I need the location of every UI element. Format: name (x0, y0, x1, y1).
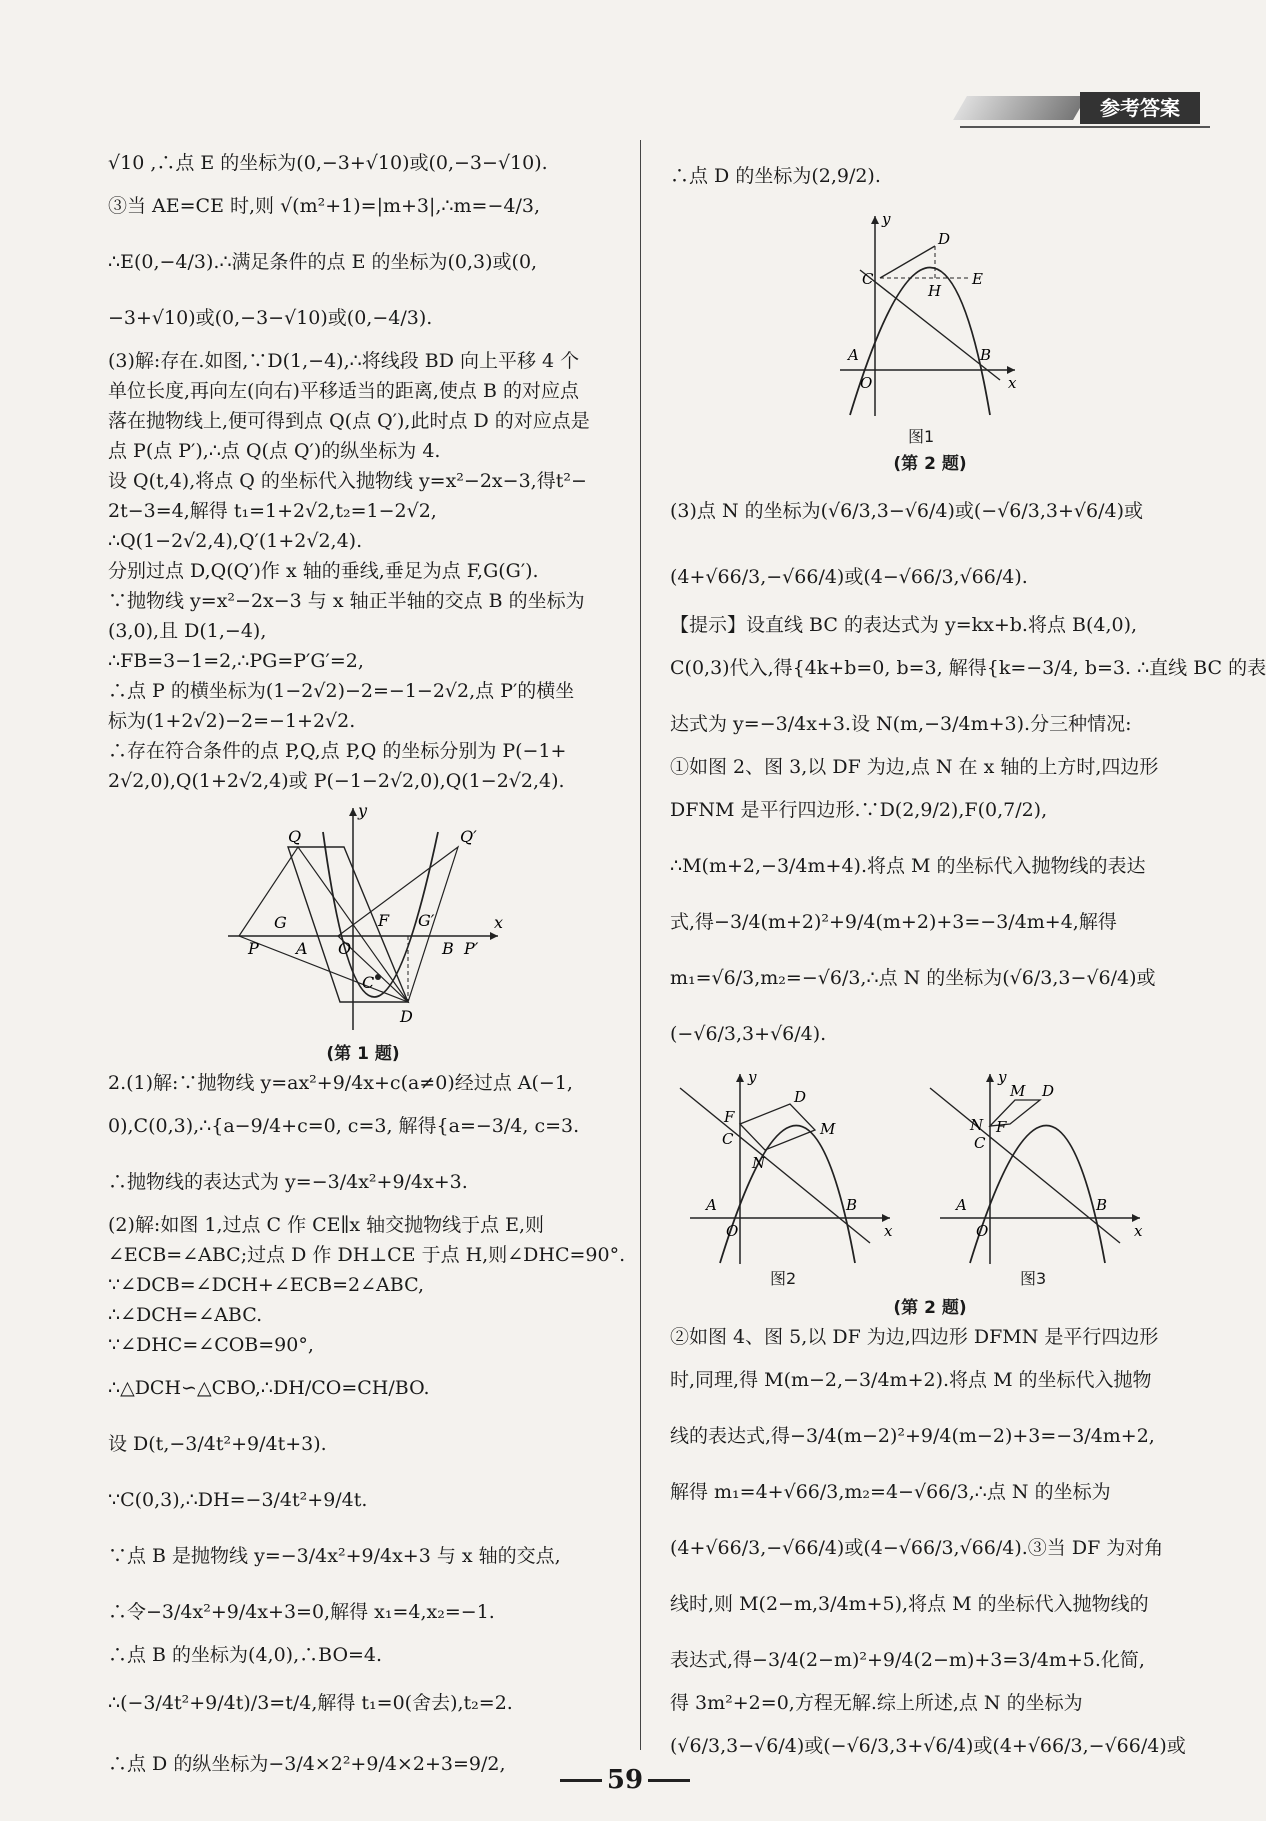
text-line: (4+√66/3,−√66/4)或(4−√66/3,√66/4).③当 DF 为对角 (670, 1537, 1164, 1559)
text-line: ∴抛物线的表达式为 y=−3/4x²+9/4x+3. (108, 1171, 468, 1193)
header-banner (960, 92, 1210, 124)
text-line: (4+√66/3,−√66/4)或(4−√66/3,√66/4). (670, 566, 1028, 588)
text-line: m₁=√6/3,m₂=−√6/3,∴点 N 的坐标为(√6/3,3−√6/4)或 (670, 967, 1156, 989)
text-line: ∴∠DCH=∠ABC. (108, 1304, 263, 1326)
text-line: ②如图 4、图 5,以 DF 为边,四边形 DFMN 是平行四边形 (670, 1326, 1159, 1348)
text-line: ∴E(0,−4/3).∴满足条件的点 E 的坐标为(0,3)或(0, (108, 251, 538, 273)
fig3-label: O (976, 1222, 989, 1240)
figa-label: O (860, 374, 873, 392)
figa-label: C (862, 270, 874, 288)
text-line: ∴(−3/4t²+9/4t)/3=t/4,解得 t₁=0(舍去),t₂=2. (108, 1692, 513, 1714)
text-line: ∵抛物线 y=x²−2x−3 与 x 轴正半轴的交点 B 的坐标为 (108, 590, 585, 612)
fig1-label: P′ (464, 939, 479, 958)
fig1-label: G (274, 913, 287, 932)
fig2-label: D (794, 1088, 807, 1106)
text-line: ∴M(m+2,−3/4m+4).将点 M 的坐标代入抛物线的表达 (670, 855, 1146, 877)
text-line: ①如图 2、图 3,以 DF 为边,点 N 在 x 轴的上方时,四边形 (670, 756, 1159, 778)
text-line: 达式为 y=−3/4x+3.设 N(m,−3/4m+3).分三种情况: (670, 713, 1132, 735)
figure-2a-sub: 图1 (908, 427, 935, 446)
text-line: 线时,则 M(2−m,3/4m+5),将点 M 的坐标代入抛物线的 (670, 1593, 1149, 1615)
text-line: 【提示】设直线 BC 的表达式为 y=kx+b.将点 B(4,0), (670, 614, 1138, 636)
page-number-ornament-left (560, 1779, 602, 1782)
text-line: 设 D(t,−3/4t²+9/4t+3). (108, 1433, 327, 1455)
figa-label: x (1008, 374, 1017, 392)
figure-1 (108, 802, 618, 1034)
fig2-label: x (884, 1222, 893, 1240)
fig3-label: N (970, 1116, 984, 1134)
figure-1-caption: (第 1 题) (326, 1044, 400, 1064)
figure-2b-diagram (670, 1068, 1170, 1268)
fig1-label: P (248, 939, 259, 958)
text-line: √10 ,∴点 E 的坐标为(0,−3+√10)或(0,−3−√10). (108, 152, 548, 174)
figure-3-sub: 图3 (1020, 1269, 1047, 1288)
text-line: ∠ECB=∠ABC;过点 D 作 DH⊥CE 于点 H,则∠DHC=90°. (108, 1244, 626, 1266)
text-line: (√6/3,3−√6/4)或(−√6/3,3+√6/4)或(4+√66/3,−√66/4)或 (670, 1735, 1186, 1757)
text-line: 单位长度,再向左(向右)平移适当的距离,使点 B 的对应点 (108, 380, 579, 402)
figa-label: y (882, 210, 891, 228)
text-line: (3)解:存在.如图,∵D(1,−4),∴将线段 BD 向上平移 4 个 (108, 350, 580, 372)
fig3-label: B (1096, 1196, 1108, 1214)
figure-2b-caption: (第 2 题) (893, 1298, 967, 1318)
fig3-label: M (1010, 1082, 1026, 1100)
text-line: 标为(1+2√2)−2=−1+2√2. (108, 710, 356, 732)
text-line: ∴点 P 的横坐标为(1−2√2)−2=−1−2√2,点 P′的横坐 (108, 680, 575, 702)
fig2-label: y (748, 1068, 757, 1086)
text-line: ∵点 B 是抛物线 y=−3/4x²+9/4x+3 与 x 轴的交点, (108, 1545, 561, 1567)
fig3-label: D (1042, 1082, 1055, 1100)
text-line: 落在抛物线上,便可得到点 Q(点 Q′),此时点 D 的对应点是 (108, 410, 590, 432)
fig3-label: F (996, 1118, 1007, 1136)
fig2-label: C (722, 1130, 734, 1148)
fig1-label: G′ (418, 911, 435, 930)
text-line: ∵∠DHC=∠COB=90°, (108, 1334, 314, 1356)
text-line: ③当 AE=CE 时,则 √(m²+1)=|m+3|,∴m=−4/3, (108, 195, 540, 217)
text-line: 分别过点 D,Q(Q′)作 x 轴的垂线,垂足为点 F,G(G′). (108, 560, 539, 582)
page-number-text: 59 (606, 1765, 644, 1795)
text-line: ∵C(0,3),∴DH=−3/4t²+9/4t. (108, 1489, 368, 1511)
text-line: 解得 m₁=4+√66/3,m₂=4−√66/3,∴点 N 的坐标为 (670, 1481, 1111, 1503)
text-line: ∴△DCH∽△CBO,∴DH/CO=CH/BO. (108, 1377, 430, 1399)
figure-2a-caption: (第 2 题) (893, 454, 967, 474)
fig3-label: A (956, 1196, 967, 1214)
page-number (560, 1760, 690, 1800)
figure-2a-diagram (820, 210, 1020, 420)
header-stripe (953, 96, 1087, 120)
text-line: (2)解:如图 1,过点 C 作 CE∥x 轴交抛物线于点 E,则 (108, 1214, 545, 1236)
fig1-label: D (400, 1007, 413, 1026)
text-line: (−√6/3,3+√6/4). (670, 1023, 827, 1045)
text-line: ∵∠DCB=∠DCH+∠ECB=2∠ABC, (108, 1274, 424, 1296)
fig3-label: y (998, 1068, 1007, 1086)
fig1-label: F (378, 911, 390, 930)
fig2-label: N (752, 1154, 766, 1172)
fig1-label: A (296, 939, 308, 958)
text-line: ∴点 D 的纵坐标为−3/4×2²+9/4×2+3=9/2, (108, 1753, 506, 1775)
text-line: 时,同理,得 M(m−2,−3/4m+2).将点 M 的坐标代入抛物 (670, 1369, 1152, 1391)
figure-2a (820, 210, 1190, 446)
text-line: 设 Q(t,4),将点 Q 的坐标代入抛物线 y=x²−2x−3,得t²− (108, 470, 587, 492)
figa-label: A (848, 346, 859, 364)
text-line: ∴Q(1−2√2,4),Q′(1+2√2,4). (108, 530, 363, 552)
left-column (108, 148, 626, 1792)
right-column (670, 148, 1266, 1774)
fig1-label: O (338, 939, 352, 958)
figure-2-sub: 图2 (770, 1269, 797, 1288)
text-line: ∴存在符合条件的点 P,Q,点 P,Q 的坐标分别为 P(−1+ (108, 740, 567, 762)
header-label: 参考答案 (1080, 92, 1200, 124)
text-line: C(0,3)代入,得{4k+b=0, b=3, 解得{k=−3/4, b=3. ∴直线 BC 的表 (670, 657, 1266, 679)
fig3-label: x (1134, 1222, 1143, 1240)
figure-1-diagram (108, 802, 608, 1034)
page-number-ornament-right (648, 1779, 690, 1782)
figure-2b (670, 1068, 1190, 1288)
text-line: (3,0),且 D(1,−4), (108, 620, 267, 642)
text-line: 2√2,0),Q(1+2√2,4)或 P(−1−2√2,0),Q(1−2√2,4). (108, 770, 565, 792)
figa-label: E (972, 270, 983, 288)
fig1-label: Q (288, 827, 302, 846)
text-line: ∴令−3/4x²+9/4x+3=0,解得 x₁=4,x₂=−1. (108, 1601, 495, 1623)
fig2-label: B (846, 1196, 858, 1214)
fig2-label: F (724, 1108, 735, 1126)
fig3-label: C (974, 1134, 986, 1152)
text-line: 2.(1)解:∵抛物线 y=ax²+9/4x+c(a≠0)经过点 A(−1, (108, 1072, 573, 1094)
text-line: 点 P(点 P′),∴点 Q(点 Q′)的纵坐标为 4. (108, 440, 441, 462)
text-line: 表达式,得−3/4(2−m)²+9/4(2−m)+3=3/4m+5.化简, (670, 1649, 1145, 1671)
figa-label: B (980, 346, 992, 364)
fig2-label: M (820, 1120, 836, 1138)
fig1-label: B (442, 939, 454, 958)
text-line: 0),C(0,3),∴{a−9/4+c=0, c=3, 解得{a=−3/4, c=3. (108, 1115, 580, 1137)
text-line: 得 3m²+2=0,方程无解.综上所述,点 N 的坐标为 (670, 1692, 1083, 1714)
fig2-label: O (726, 1222, 739, 1240)
text-line: ∴FB=3−1=2,∴PG=P′G′=2, (108, 650, 364, 672)
text-line: ∴点 D 的坐标为(2,9/2). (670, 165, 881, 187)
text-line: −3+√10)或(0,−3−√10)或(0,−4/3). (108, 307, 433, 329)
fig2-label: A (706, 1196, 717, 1214)
text-line: ∴点 B 的坐标为(4,0),∴BO=4. (108, 1644, 383, 1666)
text-line: 线的表达式,得−3/4(m−2)²+9/4(m−2)+3=−3/4m+2, (670, 1425, 1155, 1447)
fig1-label: C (362, 973, 375, 992)
figa-label: D (938, 230, 951, 248)
fig1-label: Q′ (460, 827, 477, 846)
column-divider (640, 140, 641, 1750)
fig1-label: x (494, 913, 504, 932)
text-line: DFNM 是平行四边形.∵D(2,9/2),F(0,7/2), (670, 799, 1048, 821)
text-line: 2t−3=4,解得 t₁=1+2√2,t₂=1−2√2, (108, 500, 437, 522)
text-line: (3)点 N 的坐标为(√6/3,3−√6/4)或(−√6/3,3+√6/4)或 (670, 500, 1144, 522)
fig1-label: y (358, 801, 368, 820)
text-line: 式,得−3/4(m+2)²+9/4(m+2)+3=−3/4m+4,解得 (670, 911, 1117, 933)
figa-label: H (928, 282, 942, 300)
header-rule (960, 126, 1210, 128)
